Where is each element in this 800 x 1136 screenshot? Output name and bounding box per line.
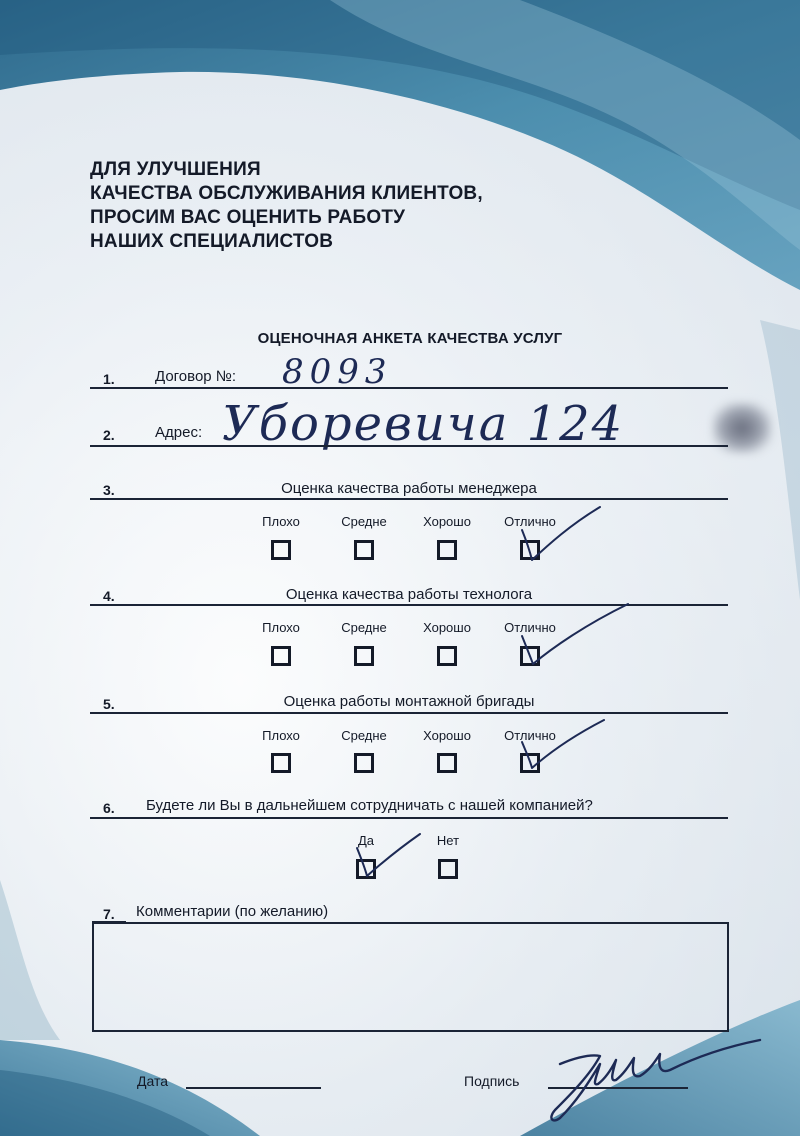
option-bad-label: Плохо [262, 514, 300, 529]
option-yes-label: Да [357, 833, 375, 848]
date-label: Дата [137, 1073, 169, 1089]
cooperation-question-label: Будете ли Вы в дальнейшем сотрудничать с нашей компанией? [146, 797, 593, 814]
item-3-number: 3. [103, 482, 115, 498]
item-4-number: 4. [103, 588, 115, 604]
item-2-number: 2. [103, 427, 115, 443]
contract-label: Договор №: [155, 368, 237, 385]
option-no-label: Нет [436, 833, 460, 848]
item-1-number: 1. [103, 371, 115, 387]
option-excellent-label: Отлично [504, 514, 556, 529]
technologist-bad-checkbox[interactable] [271, 646, 291, 666]
option-average-label: Средне [341, 728, 387, 743]
option-good-label: Хорошо [423, 728, 471, 743]
installation-rating-label: Оценка работы монтажной бригады [283, 693, 535, 710]
page-heading [90, 158, 483, 254]
cooperation-yes-checkbox[interactable] [356, 859, 376, 879]
manager-average-checkbox[interactable] [354, 540, 374, 560]
item-7-number: 7. [103, 906, 115, 922]
signature-line[interactable] [548, 1087, 688, 1089]
technologist-average-checkbox[interactable] [354, 646, 374, 666]
technologist-rating-label: Оценка качества работы технолога [285, 586, 533, 603]
item-5-number: 5. [103, 696, 115, 712]
contract-number-handwritten[interactable]: 8093 [282, 352, 393, 392]
address-label: Адрес: [155, 424, 203, 441]
option-good-label: Хорошо [423, 620, 471, 635]
technologist-good-checkbox[interactable] [437, 646, 457, 666]
option-excellent-label: Отлично [504, 728, 556, 743]
address-handwritten[interactable]: Уборевича 124 [222, 396, 625, 452]
technologist-excellent-checkbox[interactable] [520, 646, 540, 666]
manager-excellent-checkbox[interactable] [520, 540, 540, 560]
installation-average-checkbox[interactable] [354, 753, 374, 773]
item-5-line [90, 712, 728, 714]
option-good-label: Хорошо [423, 514, 471, 529]
signature-label: Подпись [464, 1073, 520, 1089]
manager-rating-label: Оценка качества работы менеджера [281, 480, 537, 497]
item-3-line [90, 498, 728, 500]
item-2-line [90, 445, 728, 447]
manager-bad-checkbox[interactable] [271, 540, 291, 560]
option-bad-label: Плохо [262, 620, 300, 635]
option-excellent-label: Отлично [504, 620, 556, 635]
manager-good-checkbox[interactable] [437, 540, 457, 560]
option-average-label: Средне [341, 620, 387, 635]
option-average-label: Средне [341, 514, 387, 529]
cooperation-no-checkbox[interactable] [438, 859, 458, 879]
form-title: ОЦЕНОЧНАЯ АНКЕТА КАЧЕСТВА УСЛУГ [257, 330, 563, 347]
comments-textarea[interactable] [92, 922, 729, 1032]
heading-line-3: ПРОСИМ ВАС ОЦЕНИТЬ РАБОТУ [90, 207, 406, 228]
item-6-line [90, 817, 728, 819]
item-6-number: 6. [103, 800, 115, 816]
option-bad-label: Плохо [262, 728, 300, 743]
heading-line-1: ДЛЯ УЛУЧШЕНИЯ [90, 159, 261, 180]
installation-good-checkbox[interactable] [437, 753, 457, 773]
heading-line-2: КАЧЕСТВА ОБСЛУЖИВАНИЯ КЛИЕНТОВ, [90, 183, 483, 204]
installation-bad-checkbox[interactable] [271, 753, 291, 773]
heading-line-4: НАШИХ СПЕЦИАЛИСТОВ [90, 231, 334, 252]
item-4-line [90, 604, 728, 606]
date-line[interactable] [186, 1087, 321, 1089]
item-1-line [90, 387, 728, 389]
installation-excellent-checkbox[interactable] [520, 753, 540, 773]
comments-label: Комментарии (по желанию) [136, 903, 329, 920]
